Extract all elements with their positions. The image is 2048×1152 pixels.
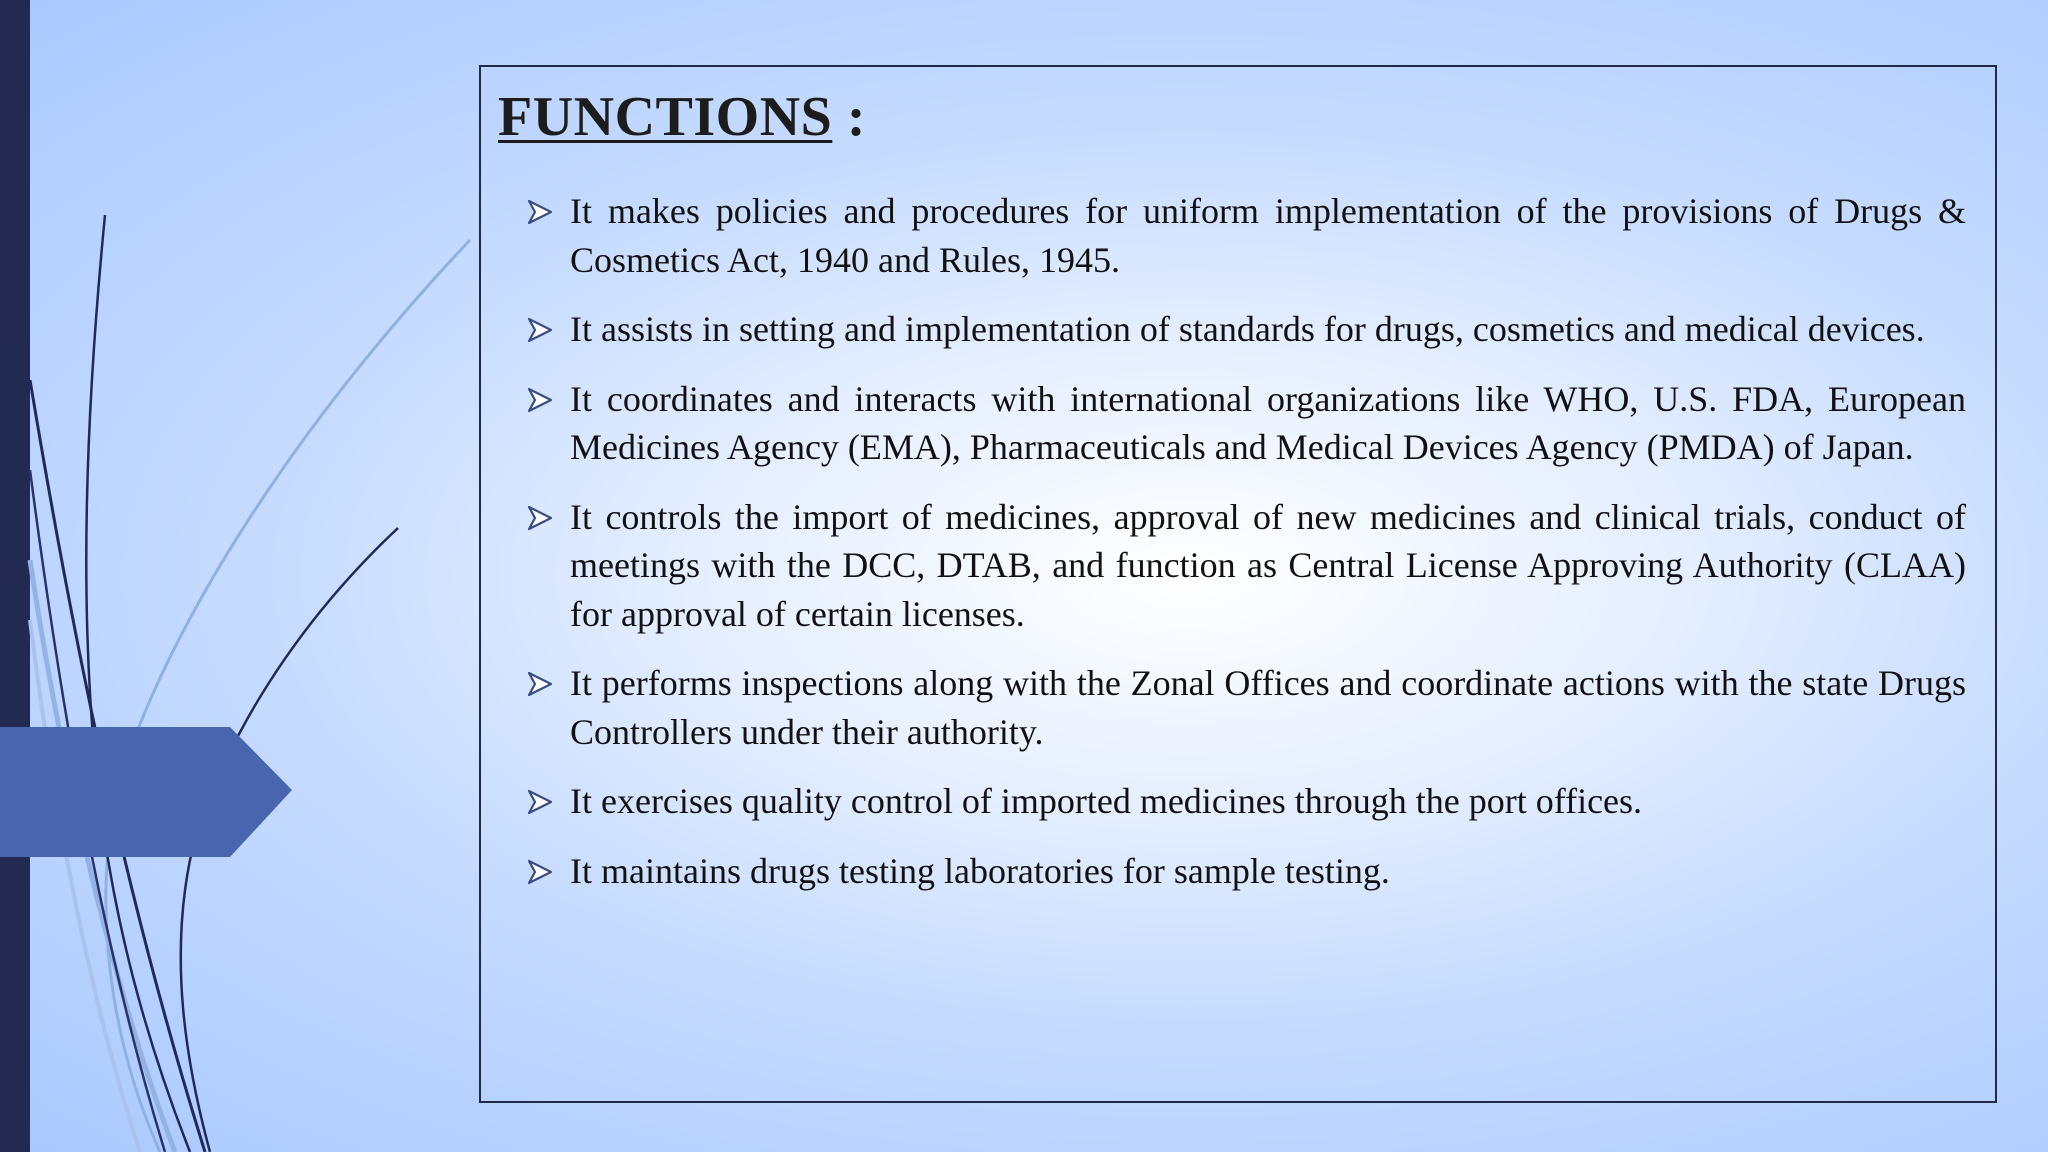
list-item-text: It assists in setting and implementation of standards for drugs, cosmetics and medical devices. <box>570 309 1925 349</box>
list-item <box>525 777 1966 826</box>
curve-light-1 <box>106 240 470 1152</box>
slide-title-colon: : <box>846 86 866 148</box>
list-item-text: It coordinates and interacts with international organizations like WHO, U.S. FDA, European Medicines Agency (EMA), Pharmaceuticals and Medical Devices Agency (PMDA) of Japan. <box>570 378 1966 467</box>
list-item-text: It maintains drugs testing laboratories for sample testing. <box>570 850 1390 891</box>
arrow-bullet-icon <box>525 187 555 235</box>
slide-title <box>498 85 866 149</box>
arrow-bullet-icon <box>525 305 555 353</box>
decorative-curves <box>0 0 480 1152</box>
list-item <box>525 847 1966 896</box>
arrow-bullet-icon <box>525 493 555 541</box>
arrow-bullet-icon <box>525 659 555 707</box>
arrow-bullet-icon <box>525 777 555 825</box>
list-item <box>525 187 1966 284</box>
arrow-bullet-icon <box>525 847 555 895</box>
list-item <box>525 305 1966 354</box>
list-item-text: It exercises quality control of imported medicines through the port offices. <box>570 781 1643 821</box>
curve-light-3 <box>30 620 140 1152</box>
content-box <box>479 65 1997 1103</box>
list-item-text: It makes policies and procedures for uniform implementation of the provisions of Drugs & Cosmetics Act, 1940 and Rules, 1945. <box>570 191 1966 280</box>
list-item <box>525 659 1966 756</box>
section-tab <box>0 727 292 857</box>
list-item <box>525 375 1966 472</box>
arrow-bullet-icon <box>525 375 555 423</box>
list-item-text: It controls the import of medicines, approval of new medicines and clinical trials, conduct of meetings with the DCC, DTAB, and function as Central License Approving Authority (CLAA) for approval of certain licenses. <box>570 496 1966 634</box>
functions-list <box>525 187 1966 916</box>
list-item-text: It performs inspections along with the Zonal Offices and coordinate actions with the state Drugs Controllers under their authority. <box>570 663 1966 752</box>
slide-title-text: FUNCTIONS <box>498 86 833 148</box>
list-item <box>525 493 1966 639</box>
